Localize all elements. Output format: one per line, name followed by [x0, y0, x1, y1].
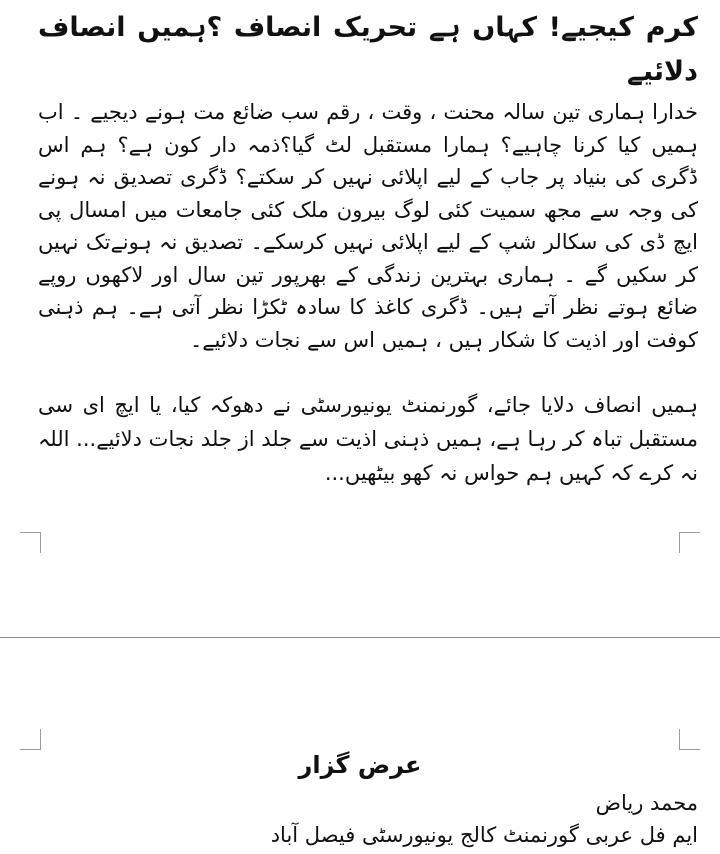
document-title: کرم کیجیے! کہاں ہے تحریک انصاف ؟ہمیں انصاف دلائیے [38, 12, 698, 87]
document-page-2 [0, 639, 720, 854]
margin-corner-mark [679, 729, 700, 750]
body-paragraph-2: ہمیں انصاف دلایا جائے، گورنمنٹ یونیورسٹی نے دھوکہ کیا، یا ایچ ای سی مستقبل تباہ کر رہا ہے، ہمیں ذہنی اذیت سے جلد از جلد نجات دلائیے... اللہ نہ کرے کہ کہیں ہم حواس نہ کھو بیٹھیں... [38, 393, 698, 485]
signatory-name: محمد ریاض [595, 791, 698, 815]
signoff-heading: عرض گزار [298, 751, 422, 779]
margin-corner-mark [20, 729, 41, 750]
signatory-details: ایم فل عربی گورنمنٹ کالج یونیورسٹی فیصل آباد [270, 823, 698, 847]
page-break-divider [0, 637, 720, 638]
body-paragraph-1: خدارا ہماری تین سالہ محنت ، وقت ، رقم سب ضائع مت ہونے دیجیے ۔ اب ہمیں کیا کرنا چاہیے؟ ہمارا مستقبل لٹ گیا؟ذمہ دار کون ہے؟ ہم اس ڈگری کی بنیاد پر جاب کے لیے اپلائی نہیں کر سکتے؟ ڈگری تصدیق نہ ہونے کی وجہ سے مجھ سمیت کئی لوگ بیرون ملک کئی جامعات میں امسال پی ایچ ڈی کی سکالر شپ کے لیے اپلائی نہیں کرسکے۔ تصدیق نہ ہونےتک نہیں کر سکیں گے ۔ ہماری بہترین زندگی کے بھرپور تین سال اور لاکھوں روپے ضائع ہوتے نظر آتے ہیں۔ ڈگری کاغذ کا سادہ ٹکڑا نظر آتی ہے۔ ہم ذہنی کوفت اور اذیت کا شکار ہیں ، ہمیں اس سے نجات دلائیے۔ [38, 100, 698, 352]
margin-corner-mark [679, 532, 700, 553]
margin-corner-mark [20, 532, 41, 553]
